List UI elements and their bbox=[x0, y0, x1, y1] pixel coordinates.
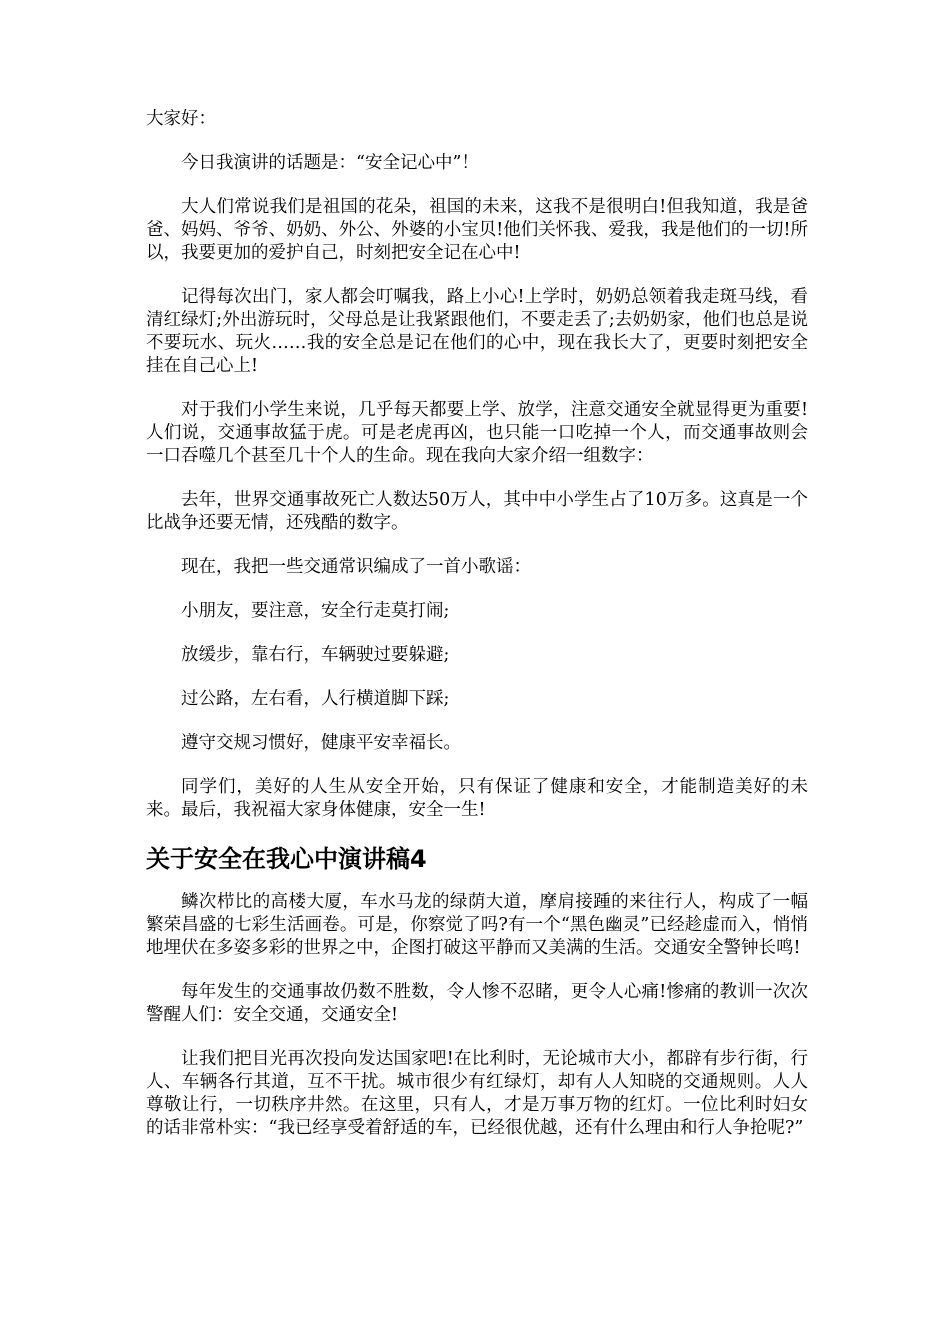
body-paragraph: 现在，我把一些交通常识编成了一首小歌谣： bbox=[181, 557, 531, 577]
closing-paragraph: 同学们，美好的人生从安全开始，只有保证了健康和安全，才能制造美好的未来。最后，我祝福大家身体健康，安全一生! bbox=[146, 777, 808, 820]
greeting-paragraph: 大家好： bbox=[146, 109, 216, 129]
rhyme-line: 放缓步，靠右行，车辆驶过要躲避; bbox=[181, 645, 450, 665]
body-paragraph: 鳞次栉比的高楼大厦，车水马龙的绿荫大道，摩肩接踵的来往行人，构成了一幅繁荣昌盛的七彩生活画卷。可是，你察觉了吗?有一个“黑色幽灵”已经趁虚而入，悄悄地埋伏在多姿多彩的世界之中，企图打破这平静而又美满的生活。交通安全警钟长鸣! bbox=[146, 892, 808, 958]
rhyme-line: 小朋友，要注意，安全行走莫打闹; bbox=[181, 601, 450, 621]
rhyme-line: 过公路，左右看，人行横道脚下踩; bbox=[181, 689, 450, 709]
body-paragraph: 去年，世界交通事故死亡人数达50万人，其中中小学生占了10万多。这真是一个比战争还要无情，还残酷的数字。 bbox=[146, 490, 808, 533]
rhyme-line: 遵守交规习惯好，健康平安幸福长。 bbox=[181, 733, 461, 753]
topic-paragraph: 今日我演讲的话题是：“安全记心中”！ bbox=[181, 153, 479, 173]
body-paragraph: 让我们把目光再次投向发达国家吧!在比利时，无论城市大小，都辟有步行街，行人、车辆各行其道，互不干扰。城市很少有红绿灯，却有人人知晓的交通规则。人人尊敬让行，一切秩序井然。在这里，只有人，才是万事万物的红灯。一位比利时妇女的话非常朴实：“我已经享受着舒适的车，已经很优越，还有什么理由和行人争抢呢?” bbox=[146, 1049, 808, 1138]
section-heading: 关于安全在我心中演讲稿4 bbox=[146, 845, 427, 873]
body-paragraph: 记得每次出门，家人都会叮嘱我，路上小心!上学时，奶奶总领着我走斑马线，看清红绿灯;外出游玩时，父母总是让我紧跟他们，不要走丢了;去奶奶家，他们也总是说不要玩水、玩火……我的安全总是记在他们的心中，现在我长大了，更要时刻把安全挂在自己心上! bbox=[146, 287, 808, 376]
document-page bbox=[146, 108, 808, 1161]
body-paragraph: 对于我们小学生来说，几乎每天都要上学、放学，注意交通安全就显得更为重要!人们说，交通事故猛于虎。可是老虎再凶，也只能一口吃掉一个人，而交通事故则会一口吞噬几个甚至几十个人的生命。现在我向大家介绍一组数字： bbox=[146, 400, 808, 466]
body-paragraph: 每年发生的交通事故仍数不胜数，令人惨不忍睹，更令人心痛!惨痛的教训一次次警醒人们：安全交通，交通安全! bbox=[146, 982, 808, 1025]
body-paragraph: 大人们常说我们是祖国的花朵，祖国的未来，这我不是很明白!但我知道，我是爸爸、妈妈、爷爷、奶奶、外公、外婆的小宝贝!他们关怀我、爱我，我是他们的一切!所以，我要更加的爱护自己，时刻把安全记在心中! bbox=[146, 197, 808, 263]
